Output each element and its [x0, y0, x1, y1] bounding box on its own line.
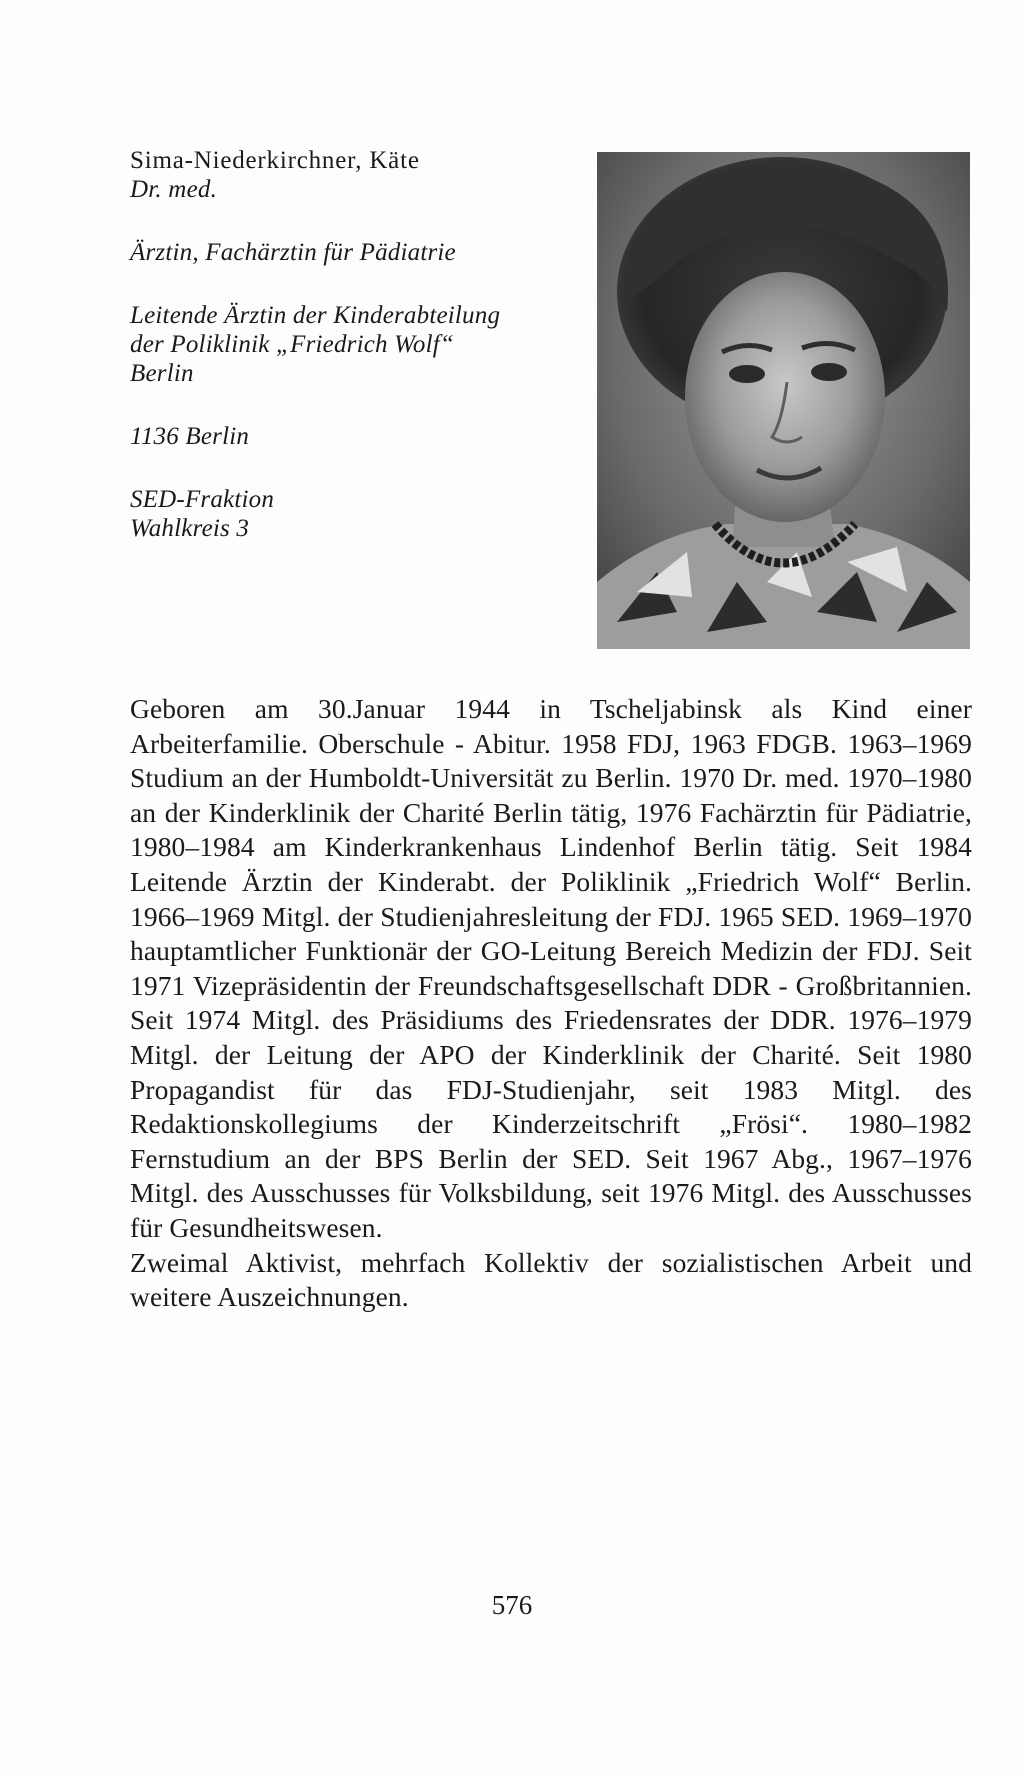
- biography: [130, 692, 972, 1315]
- page-number: 576: [491, 1590, 533, 1620]
- biography-paragraph: Geboren am 30.Januar 1944 in Tscheljabinsk als Kind einer Arbeiterfamilie. Oberschule - Abitur. 1958 FDJ, 1963 FDGB. 1963–1969 Studium an der Humboldt-Universität zu Berlin. 1970 Dr. med. 1970–1980 an der Kinderklinik der Charité Berlin tätig, 1976 Fachärztin für Pädiatrie, 1980–1984 am Kinderkrankenhaus Lindenhof Berlin tätig. Seit 1984 Leitende Ärztin der Kinderabt. der Poliklinik „Friedrich Wolf“ Berlin. 1966–1969 Mitgl. der Studienjahresleitung der FDJ. 1965 SED. 1969–1970 hauptamtlicher Funktionär der GO-Leitung Bereich Medizin der FDJ. Seit 1971 Vizepräsidentin der Freundschaftsgesellschaft DDR - Großbritannien. Seit 1974 Mitgl. des Präsidiums des Friedensrates der DDR. 1976–1979 Mitgl. der Leitung der APO der Kinderklinik der Charité. Seit 1980 Propagandist für das FDJ-Studienjahr, seit 1983 Mitgl. des Redaktionskollegiums der Kinderzeitschrift „Frösi“. 1980–1982 Fernstudium an der BPS Berlin der SED. Seit 1967 Abg., 1967–1976 Mitgl. des Ausschusses für Volksbildung, seit 1976 Mitgl. des Ausschusses für Gesundheitswesen.: [130, 693, 972, 1243]
- biography-paragraph: Zweimal Aktivist, mehrfach Kollektiv der sozialistischen Arbeit und weitere Auszeichnungen.: [130, 1246, 972, 1313]
- position-line: der Poliklinik „Friedrich Wolf“: [130, 331, 455, 358]
- profession: Ärztin, Fachärztin für Pädiatrie: [130, 239, 456, 266]
- constituency: Wahlkreis 3: [130, 515, 250, 542]
- person-name: Sima-Niederkirchner, Käte: [130, 147, 420, 174]
- address: 1136 Berlin: [130, 423, 250, 450]
- position-line: Leitende Ärztin der Kinderabteilung: [130, 302, 501, 329]
- faction: SED-Fraktion: [130, 486, 275, 513]
- entry-header: [130, 146, 570, 543]
- portrait-photo: [597, 152, 970, 649]
- academic-degree: Dr. med.: [130, 176, 218, 203]
- position-line: Berlin: [130, 360, 194, 387]
